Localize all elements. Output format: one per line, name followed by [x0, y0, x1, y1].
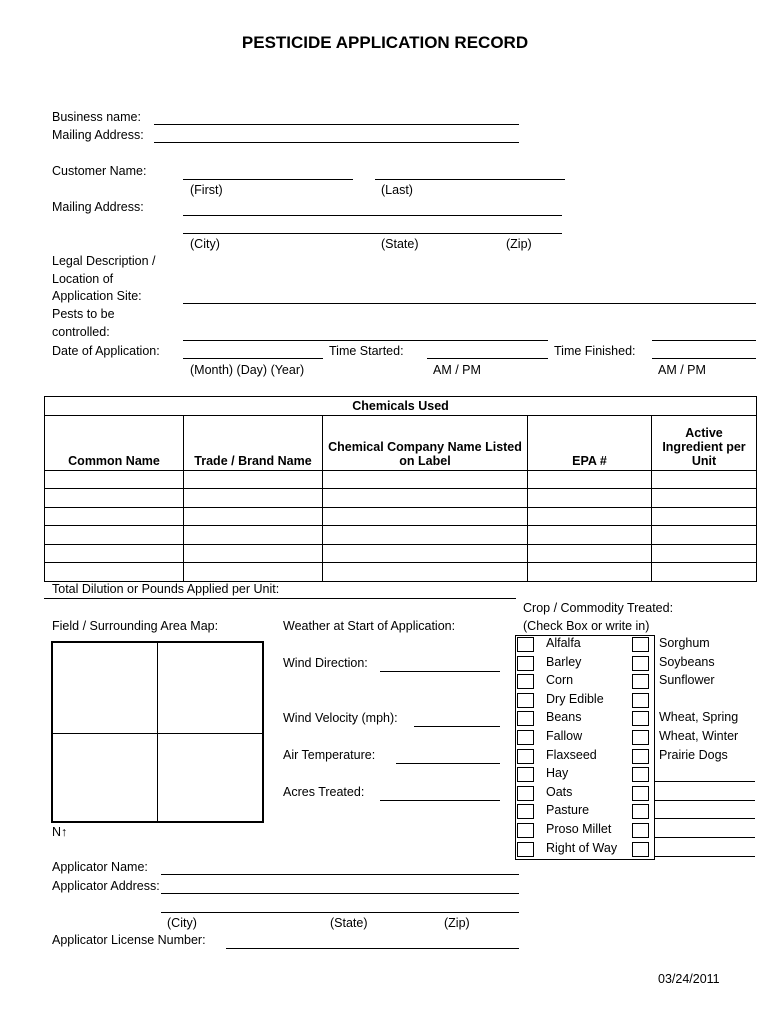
- time-finished-label: Time Finished:: [554, 344, 636, 358]
- table-cell[interactable]: [528, 526, 652, 545]
- crop-write-in-field[interactable]: [655, 837, 755, 838]
- table-cell[interactable]: [323, 489, 528, 508]
- total-dilution-field[interactable]: [44, 598, 516, 599]
- crop-option-label: Sorghum: [659, 636, 710, 650]
- crop-option-label: Pasture: [546, 803, 590, 818]
- crop-option-label: Prairie Dogs: [659, 747, 728, 762]
- legal-description-label-2: Location of: [52, 272, 114, 286]
- crop-option-label: Sunflower: [659, 673, 715, 688]
- table-cell[interactable]: [528, 563, 652, 582]
- col-header: Trade / Brand Name: [184, 415, 323, 470]
- crop-checkbox[interactable]: [517, 823, 534, 838]
- page-title: PESTICIDE APPLICATION RECORD: [241, 33, 529, 52]
- wind-direction-field[interactable]: [380, 671, 500, 672]
- customer-last-name-field[interactable]: [375, 179, 565, 180]
- legal-description-label-1: Legal Description /: [52, 254, 156, 268]
- wind-direction-label: Wind Direction:: [283, 656, 368, 670]
- table-cell[interactable]: [45, 563, 184, 582]
- table-cell[interactable]: [528, 507, 652, 526]
- table-row: [45, 507, 757, 526]
- crop-title: Crop / Commodity Treated:: [523, 601, 674, 615]
- crop-option-label: Corn: [546, 673, 574, 688]
- col-header: Active Ingredient per Unit: [652, 415, 757, 470]
- table-row: [45, 544, 757, 563]
- crop-write-in-field[interactable]: [655, 781, 755, 782]
- crop-checkbox[interactable]: [632, 767, 649, 782]
- customer-mailing-address-label: Mailing Address:: [52, 200, 144, 214]
- crop-checkbox[interactable]: [632, 804, 649, 819]
- air-temperature-field[interactable]: [396, 763, 500, 764]
- table-cell[interactable]: [652, 563, 757, 582]
- crop-option-label: Beans: [546, 710, 582, 725]
- customer-first-name-field[interactable]: [183, 179, 353, 180]
- table-cell[interactable]: [184, 563, 323, 582]
- applicator-city-state-zip-field[interactable]: [161, 912, 519, 913]
- table-cell[interactable]: [45, 544, 184, 563]
- crop-checkbox[interactable]: [517, 804, 534, 819]
- acres-treated-field[interactable]: [380, 800, 500, 801]
- customer-mailing-address-field[interactable]: [183, 215, 562, 216]
- air-temperature-label: Air Temperature:: [283, 748, 376, 762]
- table-row: [45, 470, 757, 489]
- time-finished-field[interactable]: [652, 358, 756, 359]
- pests-label-2: controlled:: [52, 325, 110, 339]
- map-label: Field / Surrounding Area Map:: [52, 619, 219, 633]
- crop-checkbox[interactable]: [632, 749, 649, 764]
- date-of-application-field[interactable]: [183, 358, 323, 359]
- total-dilution-label: Total Dilution or Pounds Applied per Unit:: [52, 582, 280, 596]
- table-cell[interactable]: [528, 470, 652, 489]
- table-cell[interactable]: [528, 489, 652, 508]
- map-divider-vertical: [157, 643, 158, 821]
- mailing-address-label: Mailing Address:: [52, 128, 144, 142]
- table-cell[interactable]: [652, 507, 757, 526]
- state-label: (State): [381, 237, 419, 251]
- applicator-license-field[interactable]: [226, 948, 519, 949]
- crop-checkbox[interactable]: [517, 786, 534, 801]
- business-name-label: Business name:: [52, 110, 141, 124]
- weather-title: Weather at Start of Application:: [283, 619, 456, 633]
- applicator-state-label: (State): [330, 916, 368, 930]
- table-cell[interactable]: [184, 489, 323, 508]
- time-started-label: Time Started:: [329, 344, 404, 358]
- crop-checkbox[interactable]: [517, 656, 534, 671]
- crop-checkbox[interactable]: [517, 711, 534, 726]
- crop-option-label: Fallow: [546, 729, 583, 743]
- crop-checkbox[interactable]: [632, 730, 649, 745]
- table-cell[interactable]: [45, 470, 184, 489]
- crop-checkbox[interactable]: [632, 637, 649, 652]
- pests-field[interactable]: [183, 340, 548, 341]
- table-cell[interactable]: [323, 563, 528, 582]
- chemicals-table-title: Chemicals Used: [45, 397, 757, 416]
- zip-label: (Zip): [506, 237, 532, 251]
- table-cell[interactable]: [652, 489, 757, 508]
- table-cell[interactable]: [45, 507, 184, 526]
- crop-option-label: Proso Millet: [546, 822, 612, 836]
- north-arrow-label: N↑: [52, 825, 68, 839]
- wind-velocity-label: Wind Velocity (mph):: [283, 711, 398, 725]
- map-divider-horizontal: [53, 733, 262, 734]
- crop-checkbox[interactable]: [632, 656, 649, 671]
- legal-description-field[interactable]: [183, 303, 756, 304]
- table-cell[interactable]: [45, 489, 184, 508]
- table-cell[interactable]: [184, 470, 323, 489]
- table-cell[interactable]: [323, 507, 528, 526]
- mailing-address-field[interactable]: [154, 142, 519, 143]
- table-cell[interactable]: [528, 544, 652, 563]
- crop-option-label: Barley: [546, 654, 582, 669]
- form-date: 03/24/2011: [658, 972, 720, 986]
- customer-name-label: Customer Name:: [52, 164, 147, 178]
- applicator-address-field[interactable]: [161, 893, 519, 894]
- crop-option-label: Wheat, Spring: [659, 710, 739, 725]
- col-header: Common Name: [45, 415, 184, 470]
- crop-checkbox[interactable]: [517, 842, 534, 857]
- table-row: [45, 489, 757, 508]
- applicator-address-label: Applicator Address:: [52, 879, 160, 893]
- field-map-grid[interactable]: [51, 641, 264, 823]
- applicator-zip-label: (Zip): [444, 916, 470, 930]
- table-cell[interactable]: [323, 544, 528, 563]
- applicator-license-label: Applicator License Number:: [52, 933, 206, 947]
- table-row: [45, 526, 757, 545]
- crop-checkbox[interactable]: [517, 693, 534, 708]
- crop-option-label: Right of Way: [546, 840, 618, 855]
- crop-subtitle: (Check Box or write in): [523, 619, 650, 633]
- col-header: EPA #: [528, 415, 652, 470]
- month-day-year-label: (Month) (Day) (Year): [190, 363, 305, 377]
- business-name-field[interactable]: [154, 124, 519, 125]
- date-of-application-label: Date of Application:: [52, 344, 160, 358]
- table-cell[interactable]: [652, 470, 757, 489]
- city-label: (City): [190, 237, 220, 251]
- col-header: Chemical Company Name Listed on Label: [323, 415, 528, 470]
- customer-city-state-zip-field[interactable]: [183, 233, 562, 234]
- table-cell[interactable]: [184, 526, 323, 545]
- table-cell[interactable]: [323, 470, 528, 489]
- crop-checkbox[interactable]: [517, 767, 534, 782]
- time-started-field[interactable]: [427, 358, 548, 359]
- crop-option-label: Oats: [546, 784, 573, 799]
- crop-checkbox[interactable]: [632, 786, 649, 801]
- crop-checkbox[interactable]: [517, 674, 534, 689]
- crop-checkbox[interactable]: [517, 637, 534, 652]
- crop-option-label: Alfalfa: [546, 636, 581, 650]
- crop-checkbox[interactable]: [517, 749, 534, 764]
- crop-checkbox[interactable]: [517, 730, 534, 745]
- table-cell[interactable]: [184, 507, 323, 526]
- crop-write-in-field[interactable]: [655, 818, 755, 819]
- pests-field-extra[interactable]: [652, 340, 756, 341]
- am-pm-started-label: AM / PM: [433, 363, 481, 377]
- applicator-city-label: (City): [167, 916, 197, 930]
- pests-label-1: Pests to be: [52, 307, 115, 321]
- table-row: [45, 563, 757, 582]
- applicator-name-field[interactable]: [161, 874, 519, 875]
- chemicals-table-header: [45, 415, 757, 470]
- crop-option-label: Hay: [546, 766, 569, 781]
- legal-description-label-3: Application Site:: [52, 289, 142, 303]
- crop-option-label: Wheat, Winter: [659, 729, 739, 743]
- crop-option-label: Soybeans: [659, 654, 715, 669]
- applicator-name-label: Applicator Name:: [52, 860, 148, 874]
- crop-option-label: Dry Edible: [546, 691, 604, 706]
- am-pm-finished-label: AM / PM: [658, 363, 706, 377]
- table-cell[interactable]: [323, 526, 528, 545]
- crop-option-label: Flaxseed: [546, 747, 597, 762]
- table-cell[interactable]: [184, 544, 323, 563]
- table-cell[interactable]: [45, 526, 184, 545]
- crop-write-in-field[interactable]: [655, 856, 755, 857]
- acres-treated-label: Acres Treated:: [283, 785, 365, 799]
- wind-velocity-field[interactable]: [414, 726, 500, 727]
- table-cell[interactable]: [652, 544, 757, 563]
- last-label: (Last): [381, 183, 413, 197]
- crop-checkbox[interactable]: [632, 711, 649, 726]
- crop-checkbox[interactable]: [632, 842, 649, 857]
- crop-write-in-field[interactable]: [655, 800, 755, 801]
- crop-checkbox[interactable]: [632, 693, 649, 708]
- crop-checkbox[interactable]: [632, 674, 649, 689]
- chemicals-table: [44, 396, 757, 596]
- crop-checkbox[interactable]: [632, 823, 649, 838]
- table-cell[interactable]: [652, 526, 757, 545]
- first-label: (First): [190, 183, 223, 197]
